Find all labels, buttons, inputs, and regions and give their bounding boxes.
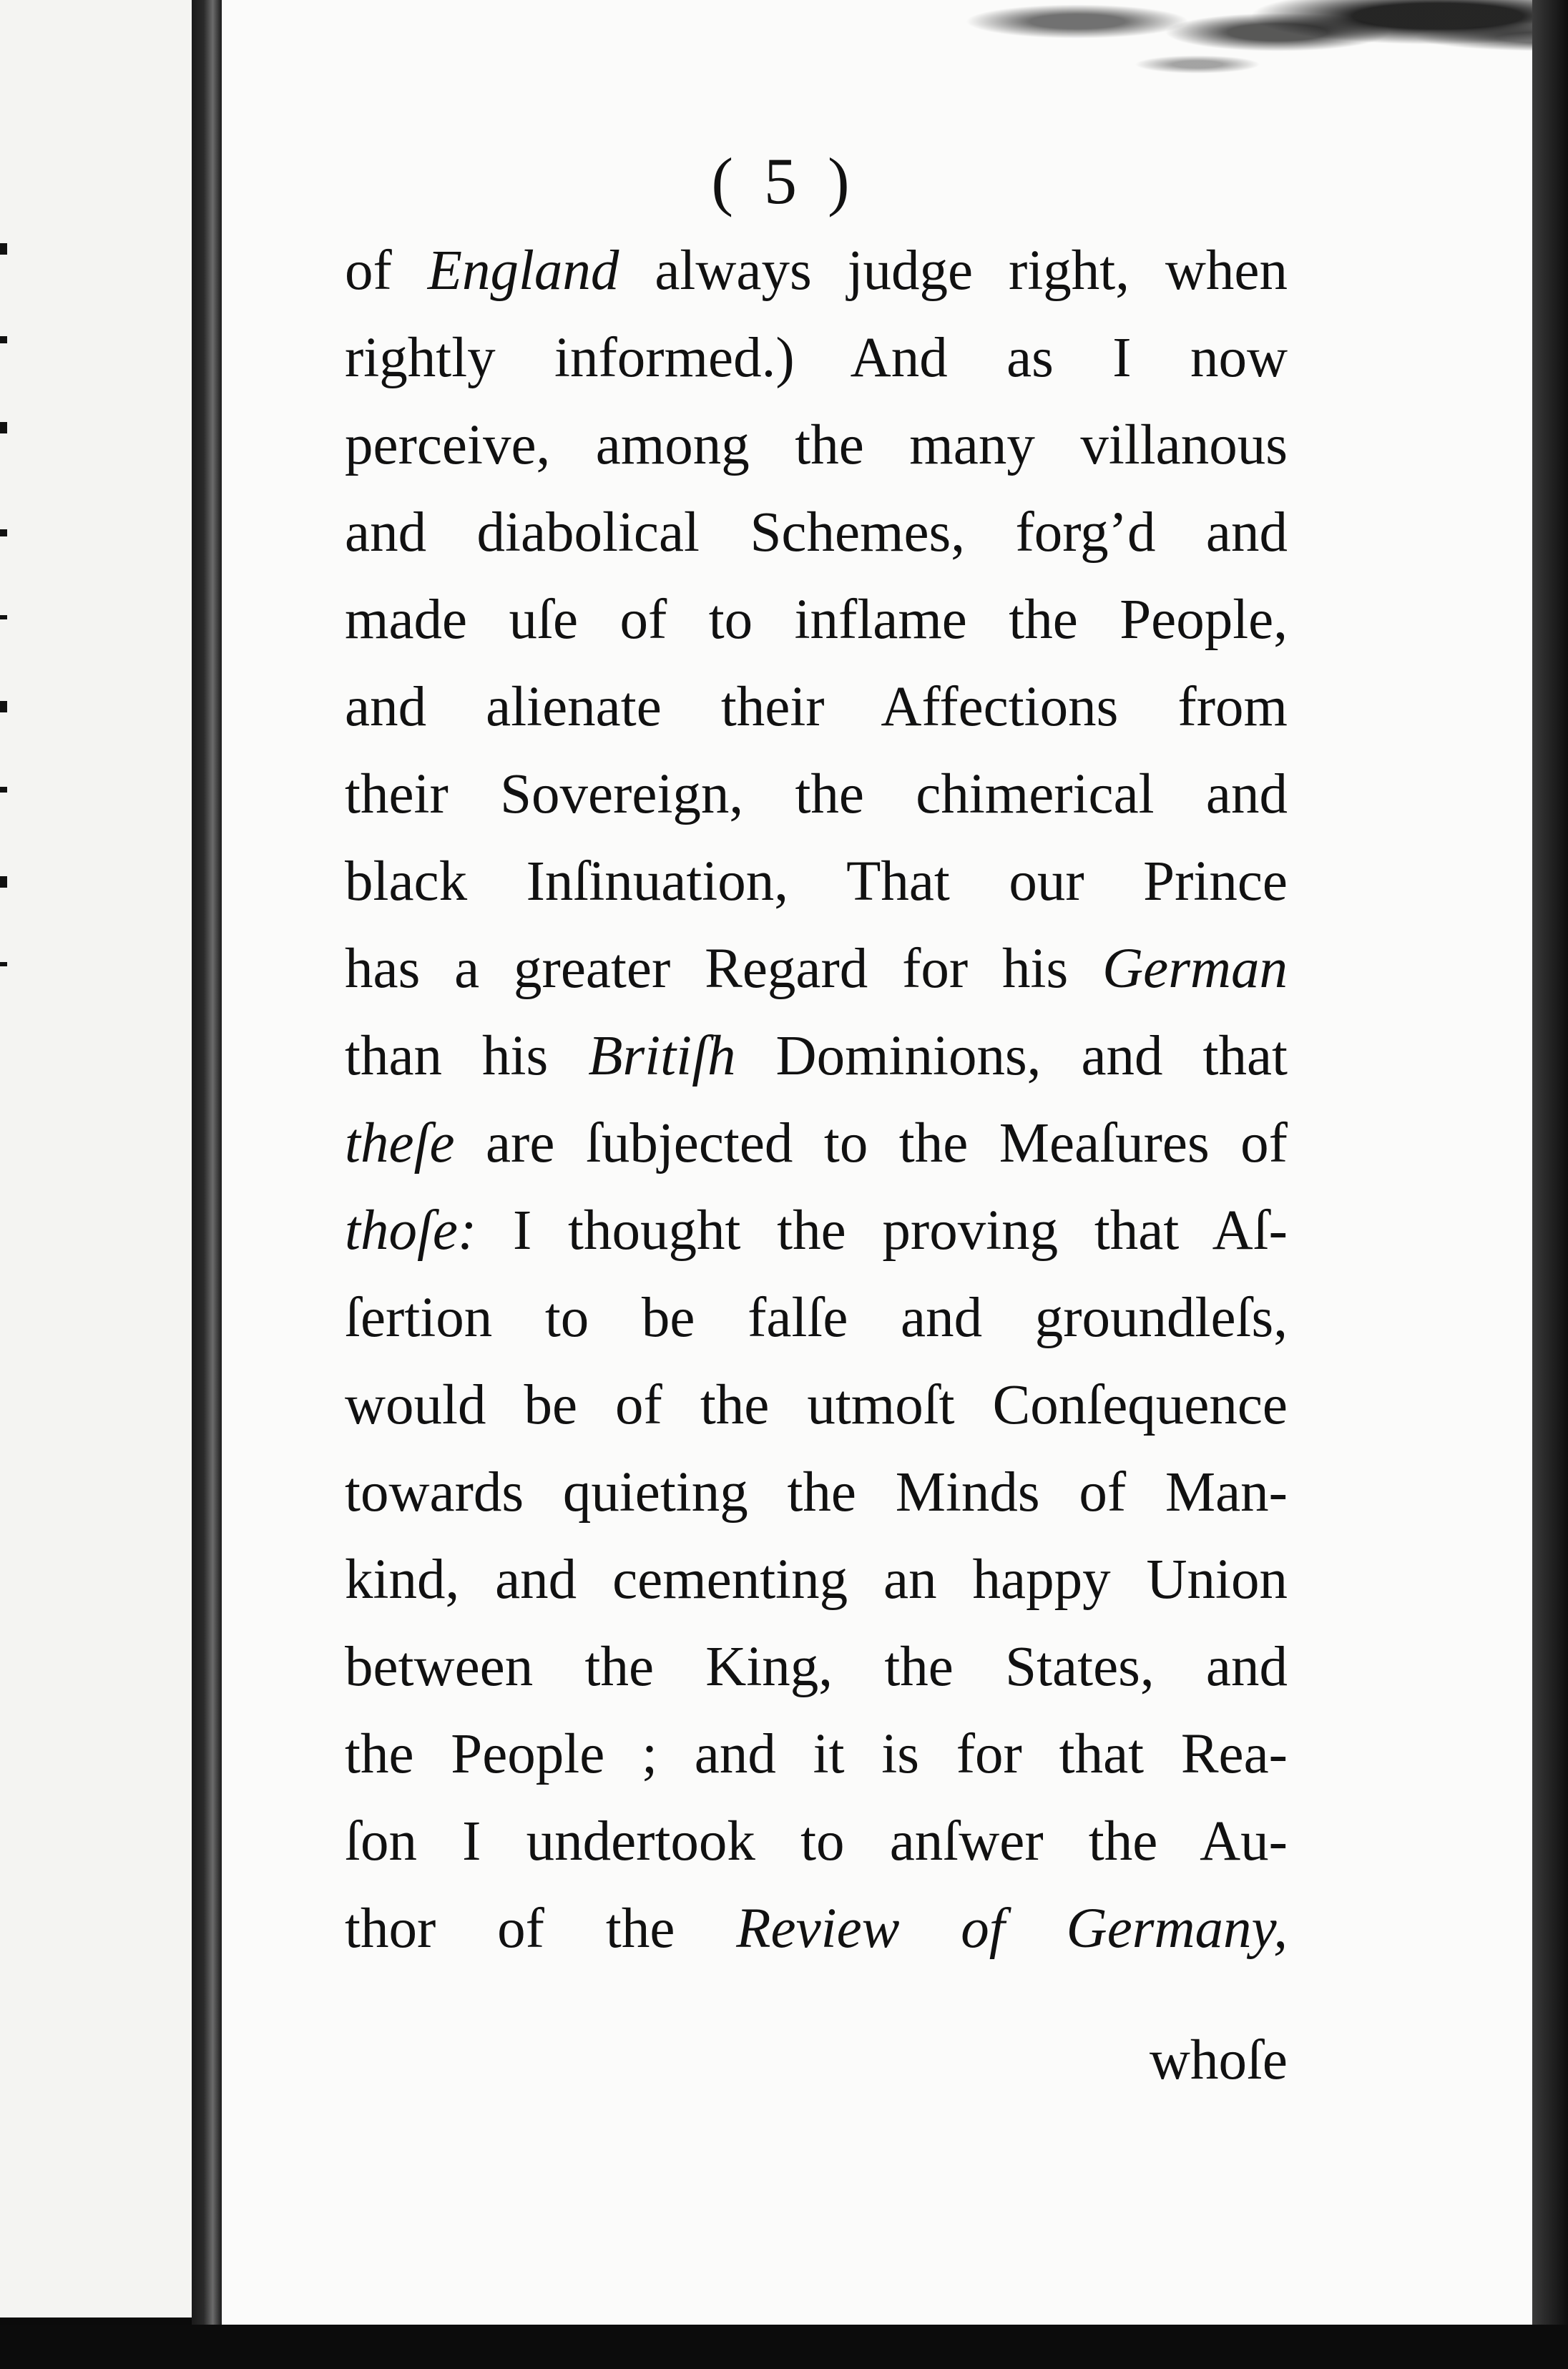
- text-run: rightly informed.) And as I now: [345, 327, 1288, 389]
- text-run: than his: [345, 1025, 589, 1087]
- scan-border: [0, 2325, 1568, 2369]
- italic-text: Britiſh: [588, 1025, 736, 1087]
- italic-text: German: [1102, 938, 1288, 1000]
- text-line: [345, 926, 1288, 1013]
- italic-text: England: [427, 240, 619, 302]
- text-run: ſertion to be falſe and groundleſs,: [345, 1287, 1288, 1349]
- text-run: the People ; and it is for that Rea-: [345, 1723, 1288, 1785]
- text-run: between the King, the States, and: [345, 1636, 1288, 1698]
- text-run: I thought the proving that Aſ-: [476, 1200, 1288, 1262]
- text-run: of: [345, 240, 428, 302]
- ink-stain: [837, 0, 1568, 107]
- catchword: whoſe: [1149, 2029, 1288, 2091]
- text-run: are ſubjected to the Meaſures of: [454, 1112, 1288, 1174]
- text-run: and alienate their Affections from: [345, 676, 1288, 738]
- page-number: ( 5 ): [711, 144, 857, 217]
- text-line: [345, 1362, 1288, 1449]
- text-line: [345, 315, 1288, 402]
- text-line: [345, 838, 1288, 926]
- text-line: [345, 1624, 1288, 1711]
- text-run: Dominions, and that: [735, 1025, 1288, 1087]
- text-run: made uſe of to inflame the People,: [345, 589, 1288, 651]
- text-line: [345, 227, 1288, 315]
- text-line: [345, 1536, 1288, 1624]
- italic-text: theſe: [345, 1112, 455, 1174]
- text-run: always judge right, when: [619, 240, 1288, 302]
- text-run: towards quieting the Minds of Man-: [345, 1461, 1288, 1524]
- text-line: [345, 1798, 1288, 1885]
- text-run: kind, and cementing an happy Union: [345, 1549, 1288, 1611]
- facing-page-edge: [0, 0, 192, 2318]
- body-text: [345, 227, 1288, 1973]
- italic-text: thoſe:: [345, 1200, 477, 1262]
- page-edge-shadow: [1532, 0, 1568, 2369]
- text-run: ſon I undertook to anſwer the Au-: [345, 1810, 1288, 1873]
- text-line: [345, 1449, 1288, 1536]
- text-line: [345, 1275, 1288, 1362]
- text-run: their Sovereign, the chimerical and: [345, 763, 1288, 825]
- text-line: [345, 1187, 1288, 1275]
- text-line: [345, 1711, 1288, 1798]
- text-line: [345, 664, 1288, 751]
- book-gutter: [192, 0, 222, 2369]
- text-run: and diabolical Schemes, forg’d and: [345, 501, 1288, 564]
- text-line: [345, 577, 1288, 664]
- text-line: [345, 1100, 1288, 1187]
- italic-text: Review of Germany,: [736, 1898, 1288, 1960]
- text-run: perceive, among the many villanous: [345, 414, 1288, 476]
- text-run: would be of the utmoſt Conſequence: [345, 1374, 1288, 1436]
- text-line: [345, 1013, 1288, 1100]
- text-line: [345, 1885, 1288, 1973]
- text-run: black Inſinuation, That our Prince: [345, 850, 1288, 913]
- text-line: [345, 751, 1288, 838]
- text-run: thor of the: [345, 1898, 737, 1960]
- text-line: [345, 489, 1288, 577]
- text-run: has a greater Regard for his: [345, 938, 1103, 1000]
- text-line: [345, 402, 1288, 489]
